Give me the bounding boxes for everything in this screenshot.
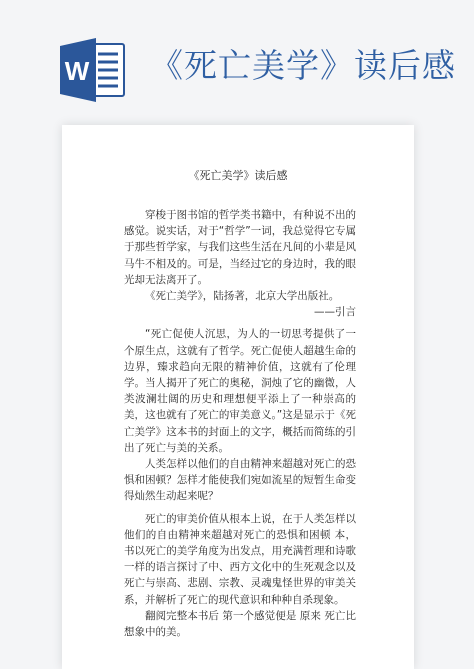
document-page: [62, 125, 414, 669]
document-title: 《死亡美学》读后感: [188, 169, 288, 182]
svg-text:W: W: [64, 56, 90, 86]
word-icon: [60, 38, 126, 102]
document-body: [124, 207, 356, 640]
page-title: 《死亡美学》读后感: [150, 46, 456, 85]
paragraph: 《死亡美学》，陆扬著，北京大学出版社。: [145, 290, 340, 303]
paragraph-attribution: ——引言: [314, 306, 356, 319]
paragraph: 翻阅完整本书后 第一个感觉便是 原来 死亡比想象中的美。: [124, 609, 356, 639]
paragraph: 人类怎样以他们的自由精神来超越对死亡的恐惧和困顿？怎样才能使我们宛如流星的短暂生命变得灿然生动起来呢？: [124, 458, 356, 503]
header: [0, 0, 474, 110]
paragraph: “死亡促使人沉思，为人的一切思考提供了一个原生点，这就有了哲学。死亡促使人超越生命的边界，臻求趋向无限的精神价值，这就有了伦理学。当人揭开了死亡的奥秘，洞烛了它的幽微，人类波澜壮阔的历史和理想便平添上了一种崇高的美，这也就有了死亡的审美意义。”这是显示于《死亡美学》这本书的封面上的文字，概括而简练的引出了死亡与美的关系。: [124, 328, 356, 454]
paragraph: 死亡的审美价值从根本上说，在于人类怎样以他们的自由精神来超越对死亡的恐惧和困顿 本，书以死亡的美学角度为出发点，用充满哲理和诗歌一样的语言探讨了中、西方文化中的生死观念以及死亡与崇高、悲剧、宗教、灵魂鬼怪世界的审美关系，并解析了死亡的现代意识和种种自杀现象。: [124, 512, 356, 606]
paragraph: 穿梭于图书馆的哲学类书籍中，有种说不出的感觉。说实话，对于“哲学”一词，我总觉得它专属于那些哲学家，与我们这些生活在凡间的小辈是风马牛不相及的。可是，当经过它的身边时，我的眼光却无法离开了。: [124, 209, 356, 286]
